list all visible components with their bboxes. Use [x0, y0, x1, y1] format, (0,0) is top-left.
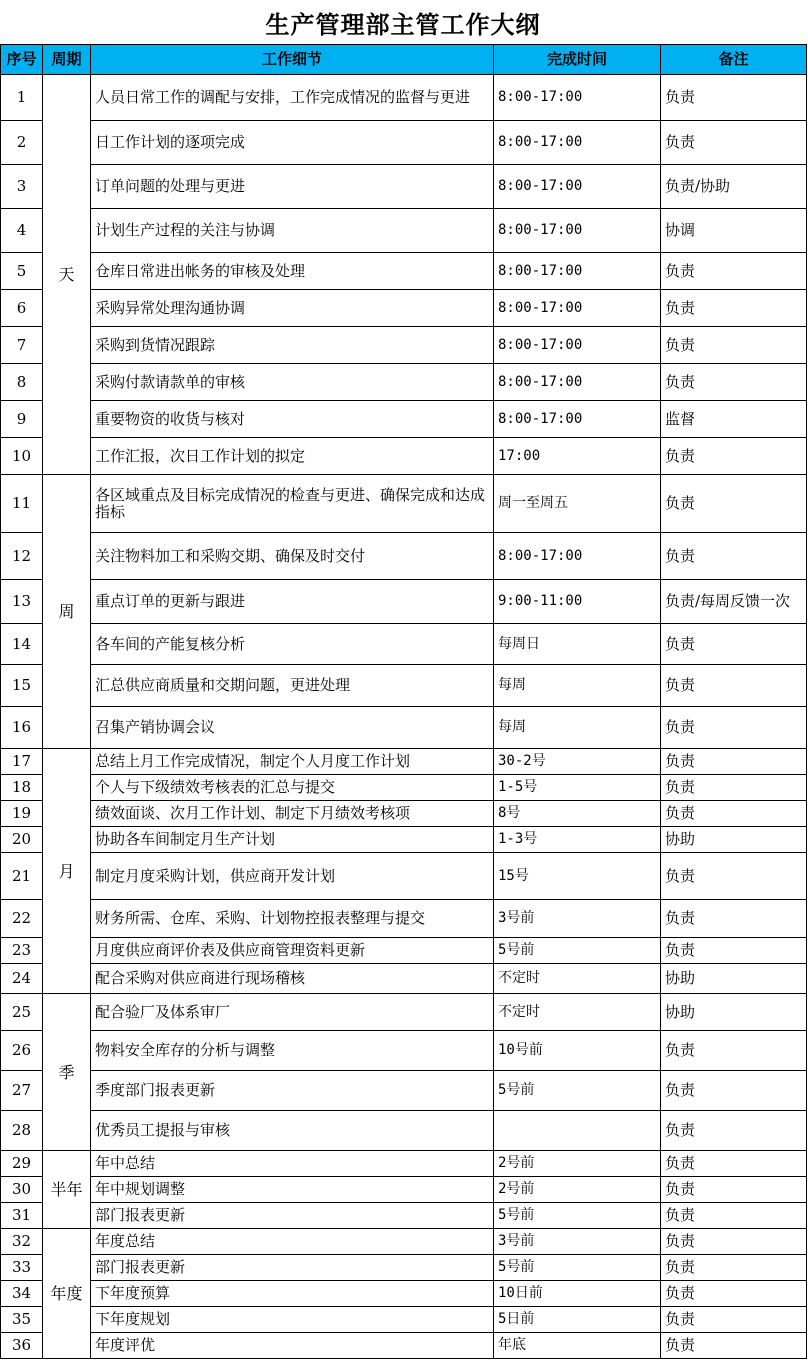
detail-cell: 仓库日常进出帐务的审核及处理	[91, 253, 494, 290]
seq-cell: 7	[1, 327, 43, 364]
detail-cell: 财务所需、仓库、采购、计划物控报表整理与提交	[91, 900, 494, 938]
detail-cell: 总结上月工作完成情况，制定个人月度工作计划	[91, 749, 494, 775]
detail-cell: 年中总结	[91, 1151, 494, 1177]
remark-cell: 负责	[661, 1111, 807, 1151]
seq-cell: 8	[1, 364, 43, 401]
seq-cell: 28	[1, 1111, 43, 1151]
detail-cell: 日工作计划的逐项完成	[91, 121, 494, 165]
time-cell: 3号前	[494, 1229, 661, 1255]
seq-cell: 12	[1, 533, 43, 580]
seq-cell: 17	[1, 749, 43, 775]
period-cell: 天	[43, 75, 91, 475]
remark-cell: 负责	[661, 1255, 807, 1281]
remark-cell: 负责	[661, 1281, 807, 1307]
remark-cell: 负责	[661, 853, 807, 900]
detail-cell: 下年度规划	[91, 1307, 494, 1333]
detail-cell: 优秀员工提报与审核	[91, 1111, 494, 1151]
time-cell: 不定时	[494, 964, 661, 994]
table-row	[1, 994, 807, 1031]
detail-cell: 下年度预算	[91, 1281, 494, 1307]
document-title: 生产管理部主管工作大纲	[265, 10, 541, 39]
time-cell: 周一至周五	[494, 475, 661, 533]
table-row	[1, 580, 807, 624]
seq-cell: 18	[1, 775, 43, 801]
time-cell: 3号前	[494, 900, 661, 938]
remark-cell: 负责	[661, 1203, 807, 1229]
time-cell: 5号前	[494, 938, 661, 964]
period-cell: 半年	[43, 1151, 91, 1229]
detail-cell: 采购到货情况跟踪	[91, 327, 494, 364]
table-row	[1, 749, 807, 775]
table-row	[1, 1151, 807, 1177]
detail-cell: 配合采购对供应商进行现场稽核	[91, 964, 494, 994]
seq-cell: 24	[1, 964, 43, 994]
table-row	[1, 853, 807, 900]
table-row	[1, 327, 807, 364]
seq-cell: 15	[1, 665, 43, 707]
time-cell: 9:00-11:00	[494, 580, 661, 624]
table-row	[1, 801, 807, 827]
time-cell: 17:00	[494, 438, 661, 475]
remark-cell: 负责	[661, 1071, 807, 1111]
table-row	[1, 253, 807, 290]
detail-cell: 年中规划调整	[91, 1177, 494, 1203]
seq-cell: 25	[1, 994, 43, 1031]
seq-cell: 16	[1, 707, 43, 749]
remark-cell: 负责	[661, 775, 807, 801]
detail-cell: 关注物料加工和采购交期、确保及时交付	[91, 533, 494, 580]
table-row	[1, 665, 807, 707]
time-cell: 1-3号	[494, 827, 661, 853]
seq-cell: 11	[1, 475, 43, 533]
seq-cell: 20	[1, 827, 43, 853]
detail-cell: 个人与下级绩效考核表的汇总与提交	[91, 775, 494, 801]
detail-cell: 协助各车间制定月生产计划	[91, 827, 494, 853]
time-cell: 8:00-17:00	[494, 165, 661, 209]
time-cell: 8:00-17:00	[494, 290, 661, 327]
time-cell	[494, 1111, 661, 1151]
remark-cell: 负责	[661, 1151, 807, 1177]
detail-cell: 物料安全库存的分析与调整	[91, 1031, 494, 1071]
table-row	[1, 938, 807, 964]
time-cell: 5号前	[494, 1255, 661, 1281]
table-row	[1, 1333, 807, 1359]
seq-cell: 22	[1, 900, 43, 938]
remark-cell: 负责	[661, 801, 807, 827]
time-cell: 每周	[494, 707, 661, 749]
seq-cell: 10	[1, 438, 43, 475]
remark-cell: 负责	[661, 1307, 807, 1333]
remark-cell: 负责	[661, 327, 807, 364]
seq-cell: 21	[1, 853, 43, 900]
seq-cell: 13	[1, 580, 43, 624]
table-row	[1, 1031, 807, 1071]
time-cell: 不定时	[494, 994, 661, 1031]
seq-cell: 36	[1, 1333, 43, 1359]
table-row	[1, 290, 807, 327]
remark-cell: 负责	[661, 707, 807, 749]
table-row	[1, 75, 807, 121]
detail-cell: 部门报表更新	[91, 1255, 494, 1281]
remark-cell: 负责	[661, 253, 807, 290]
seq-cell: 26	[1, 1031, 43, 1071]
remark-cell: 负责	[661, 290, 807, 327]
remark-cell: 负责	[661, 533, 807, 580]
header-detail: 工作细节	[91, 45, 494, 75]
seq-cell: 32	[1, 1229, 43, 1255]
detail-cell: 召集产销协调会议	[91, 707, 494, 749]
remark-cell: 负责	[661, 624, 807, 665]
remark-cell: 负责	[661, 438, 807, 475]
remark-cell: 负责/协助	[661, 165, 807, 209]
table-body	[1, 75, 807, 1359]
remark-cell: 负责	[661, 749, 807, 775]
header-remark: 备注	[661, 45, 807, 75]
seq-cell: 2	[1, 121, 43, 165]
seq-cell: 29	[1, 1151, 43, 1177]
time-cell: 10日前	[494, 1281, 661, 1307]
time-cell: 年底	[494, 1333, 661, 1359]
detail-cell: 订单问题的处理与更进	[91, 165, 494, 209]
time-cell: 30-2号	[494, 749, 661, 775]
detail-cell: 绩效面谈、次月工作计划、制定下月绩效考核项	[91, 801, 494, 827]
seq-cell: 3	[1, 165, 43, 209]
header-time: 完成时间	[494, 45, 661, 75]
table-row	[1, 1071, 807, 1111]
detail-cell: 人员日常工作的调配与安排，工作完成情况的监督与更进	[91, 75, 494, 121]
table-row	[1, 1307, 807, 1333]
table-row	[1, 533, 807, 580]
time-cell: 每周日	[494, 624, 661, 665]
remark-cell: 负责	[661, 1177, 807, 1203]
remark-cell: 负责	[661, 1031, 807, 1071]
remark-cell: 负责	[661, 1333, 807, 1359]
table-row	[1, 364, 807, 401]
table-row	[1, 165, 807, 209]
remark-cell: 负责	[661, 938, 807, 964]
remark-cell: 协助	[661, 827, 807, 853]
detail-cell: 工作汇报，次日工作计划的拟定	[91, 438, 494, 475]
detail-cell: 重要物资的收货与核对	[91, 401, 494, 438]
header-seq: 序号	[1, 45, 43, 75]
seq-cell: 35	[1, 1307, 43, 1333]
time-cell: 8:00-17:00	[494, 75, 661, 121]
detail-cell: 部门报表更新	[91, 1203, 494, 1229]
header-row	[1, 45, 807, 75]
remark-cell: 负责	[661, 364, 807, 401]
time-cell: 8:00-17:00	[494, 253, 661, 290]
time-cell: 2号前	[494, 1151, 661, 1177]
detail-cell: 配合验厂及体系审厂	[91, 994, 494, 1031]
period-cell: 年度	[43, 1229, 91, 1359]
seq-cell: 5	[1, 253, 43, 290]
remark-cell: 负责	[661, 121, 807, 165]
time-cell: 每周	[494, 665, 661, 707]
remark-cell: 负责/每周反馈一次	[661, 580, 807, 624]
time-cell: 15号	[494, 853, 661, 900]
table-row	[1, 964, 807, 994]
table-row	[1, 1229, 807, 1255]
table-row	[1, 209, 807, 253]
detail-cell: 月度供应商评价表及供应商管理资料更新	[91, 938, 494, 964]
seq-cell: 30	[1, 1177, 43, 1203]
seq-cell: 6	[1, 290, 43, 327]
period-cell: 周	[43, 475, 91, 749]
seq-cell: 33	[1, 1255, 43, 1281]
detail-cell: 采购付款请款单的审核	[91, 364, 494, 401]
seq-cell: 9	[1, 401, 43, 438]
header-period: 周期	[43, 45, 91, 75]
table-row	[1, 900, 807, 938]
seq-cell: 31	[1, 1203, 43, 1229]
time-cell: 8:00-17:00	[494, 209, 661, 253]
work-outline-table	[0, 44, 807, 1359]
period-cell: 季	[43, 994, 91, 1151]
table-row	[1, 624, 807, 665]
seq-cell: 4	[1, 209, 43, 253]
remark-cell: 协调	[661, 209, 807, 253]
period-cell: 月	[43, 749, 91, 994]
time-cell: 8:00-17:00	[494, 364, 661, 401]
detail-cell: 季度部门报表更新	[91, 1071, 494, 1111]
table-row	[1, 827, 807, 853]
table-row	[1, 438, 807, 475]
seq-cell: 1	[1, 75, 43, 121]
detail-cell: 各车间的产能复核分析	[91, 624, 494, 665]
time-cell: 5号前	[494, 1203, 661, 1229]
table-row	[1, 1203, 807, 1229]
detail-cell: 重点订单的更新与跟进	[91, 580, 494, 624]
detail-cell: 年度评优	[91, 1333, 494, 1359]
remark-cell: 负责	[661, 1229, 807, 1255]
seq-cell: 14	[1, 624, 43, 665]
detail-cell: 各区域重点及目标完成情况的检查与更进、确保完成和达成指标	[91, 475, 494, 533]
detail-cell: 年度总结	[91, 1229, 494, 1255]
time-cell: 2号前	[494, 1177, 661, 1203]
time-cell: 5号前	[494, 1071, 661, 1111]
table-row	[1, 121, 807, 165]
table-row	[1, 775, 807, 801]
remark-cell: 负责	[661, 75, 807, 121]
seq-cell: 19	[1, 801, 43, 827]
time-cell: 8:00-17:00	[494, 401, 661, 438]
time-cell: 8:00-17:00	[494, 327, 661, 364]
remark-cell: 协助	[661, 964, 807, 994]
table-row	[1, 401, 807, 438]
time-cell: 1-5号	[494, 775, 661, 801]
table-row	[1, 1255, 807, 1281]
time-cell: 10号前	[494, 1031, 661, 1071]
time-cell: 8:00-17:00	[494, 121, 661, 165]
time-cell: 5日前	[494, 1307, 661, 1333]
table-row	[1, 1281, 807, 1307]
table-row	[1, 475, 807, 533]
seq-cell: 27	[1, 1071, 43, 1111]
detail-cell: 制定月度采购计划，供应商开发计划	[91, 853, 494, 900]
remark-cell: 负责	[661, 900, 807, 938]
seq-cell: 34	[1, 1281, 43, 1307]
remark-cell: 负责	[661, 665, 807, 707]
detail-cell: 计划生产过程的关注与协调	[91, 209, 494, 253]
table-row	[1, 1177, 807, 1203]
remark-cell: 监督	[661, 401, 807, 438]
table-row	[1, 707, 807, 749]
table-row	[1, 1111, 807, 1151]
detail-cell: 汇总供应商质量和交期问题，更进处理	[91, 665, 494, 707]
remark-cell: 协助	[661, 994, 807, 1031]
seq-cell: 23	[1, 938, 43, 964]
detail-cell: 采购异常处理沟通协调	[91, 290, 494, 327]
time-cell: 8:00-17:00	[494, 533, 661, 580]
remark-cell: 负责	[661, 475, 807, 533]
time-cell: 8号	[494, 801, 661, 827]
